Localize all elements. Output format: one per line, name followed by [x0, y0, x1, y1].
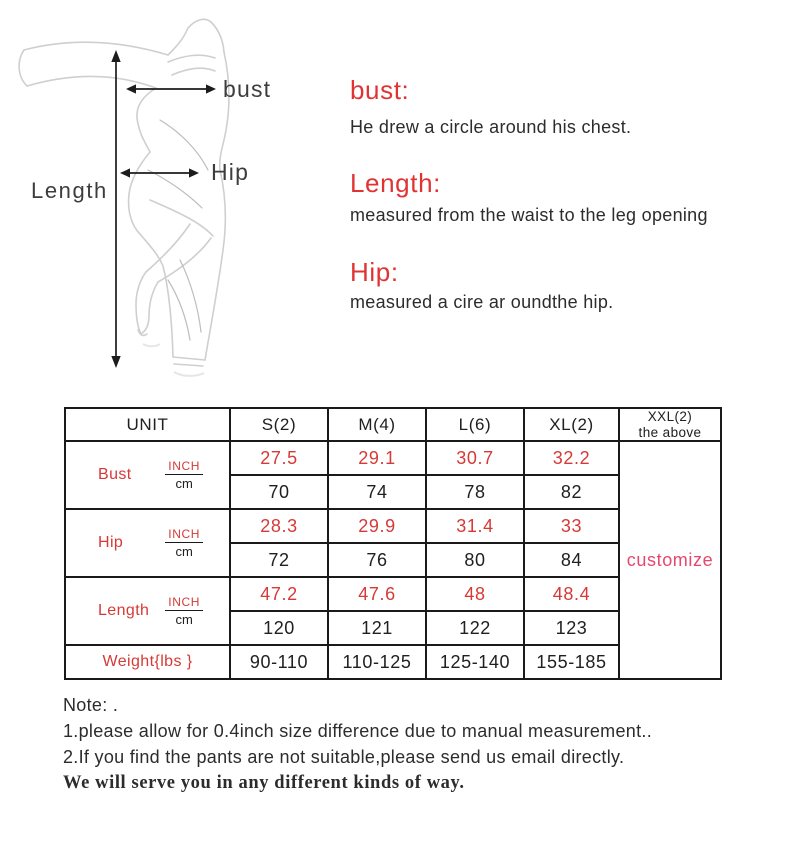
hip-definition-heading: Hip:	[350, 257, 399, 287]
length-row-label: Length	[98, 602, 150, 620]
size-xxl-header-cell	[619, 408, 721, 441]
measurement-definitions	[350, 74, 784, 314]
notes-section	[63, 692, 773, 796]
size-l-header-cell: L(6)	[426, 408, 524, 441]
hip-inch-xl: 33	[524, 509, 619, 543]
length-inch-xl: 48.4	[524, 577, 619, 611]
note-line-1: 1.please allow for 0.4inch size difference due to manual measurement..	[63, 721, 652, 741]
cm-unit-label: cm	[165, 474, 203, 491]
bust-cm-m: 74	[328, 475, 426, 509]
legging-seam-lines	[148, 120, 208, 340]
inch-unit-label: INCH	[168, 527, 200, 542]
length-measure-label: Length	[31, 178, 108, 203]
size-m-header-cell: M(4)	[328, 408, 426, 441]
note-line-3: We will serve you in any different kinds of way.	[63, 773, 465, 793]
bust-measure-label: bust	[223, 76, 272, 102]
hip-cm-l: 80	[426, 543, 524, 577]
bust-row-label: Bust	[98, 466, 132, 484]
inch-cm-fraction	[165, 527, 203, 559]
length-definition-heading: Length:	[350, 168, 441, 198]
xxl-header-line1: XXL(2)	[647, 409, 693, 424]
bust-arrow	[126, 84, 216, 93]
notes-title: Note: .	[63, 695, 119, 715]
length-cm-l: 122	[426, 611, 524, 645]
inch-unit-label: INCH	[168, 459, 200, 474]
hip-cm-m: 76	[328, 543, 426, 577]
size-table	[64, 407, 722, 680]
weight-l: 125-140	[426, 645, 524, 679]
hip-inch-m: 29.9	[328, 509, 426, 543]
size-xl-header-cell: XL(2)	[524, 408, 619, 441]
weight-s: 90-110	[230, 645, 328, 679]
weight-xl: 155-185	[524, 645, 619, 679]
measurement-diagram	[0, 0, 345, 402]
bust-inch-xl: 32.2	[524, 441, 619, 475]
weight-m: 110-125	[328, 645, 426, 679]
hip-inch-s: 28.3	[230, 509, 328, 543]
weight-label-cell	[65, 645, 230, 679]
bust-inch-m: 29.1	[328, 441, 426, 475]
length-cm-s: 120	[230, 611, 328, 645]
cm-unit-label: cm	[165, 610, 203, 627]
bust-cm-l: 78	[426, 475, 524, 509]
hip-cm-xl: 84	[524, 543, 619, 577]
hip-measure-label: Hip	[211, 159, 250, 185]
customize-cell: customize	[619, 441, 721, 679]
size-table-header-row	[65, 408, 721, 441]
length-cm-xl: 123	[524, 611, 619, 645]
bust-definition-text: He drew a circle around his chest.	[350, 117, 632, 137]
bust-label-cell	[65, 441, 230, 509]
length-cm-m: 121	[328, 611, 426, 645]
hip-label-cell	[65, 509, 230, 577]
inch-unit-label: INCH	[168, 595, 200, 610]
bust-inch-l: 30.7	[426, 441, 524, 475]
cm-unit-label: cm	[165, 542, 203, 559]
length-inch-m: 47.6	[328, 577, 426, 611]
hip-definition-text: measured a cire ar oundthe hip.	[350, 292, 614, 312]
unit-header-cell: UNIT	[65, 408, 230, 441]
inch-cm-fraction	[165, 459, 203, 491]
xxl-header-line2: the above	[638, 424, 702, 440]
table-row	[65, 441, 721, 475]
length-inch-s: 47.2	[230, 577, 328, 611]
bust-cm-s: 70	[230, 475, 328, 509]
length-label-cell	[65, 577, 230, 645]
size-s-header-cell: S(2)	[230, 408, 328, 441]
hip-cm-s: 72	[230, 543, 328, 577]
weight-row-label: Weight{lbs }	[102, 653, 193, 671]
length-definition-text: measured from the waist to the leg opening	[350, 205, 708, 225]
bust-inch-s: 27.5	[230, 441, 328, 475]
note-line-2: 2.If you find the pants are not suitable,please send us email directly.	[63, 747, 625, 767]
bust-cm-xl: 82	[524, 475, 619, 509]
hip-inch-l: 31.4	[426, 509, 524, 543]
inch-cm-fraction	[165, 595, 203, 627]
length-inch-l: 48	[426, 577, 524, 611]
length-arrow	[111, 50, 120, 368]
hip-row-label: Hip	[98, 534, 124, 552]
bust-definition-heading: bust:	[350, 75, 410, 105]
